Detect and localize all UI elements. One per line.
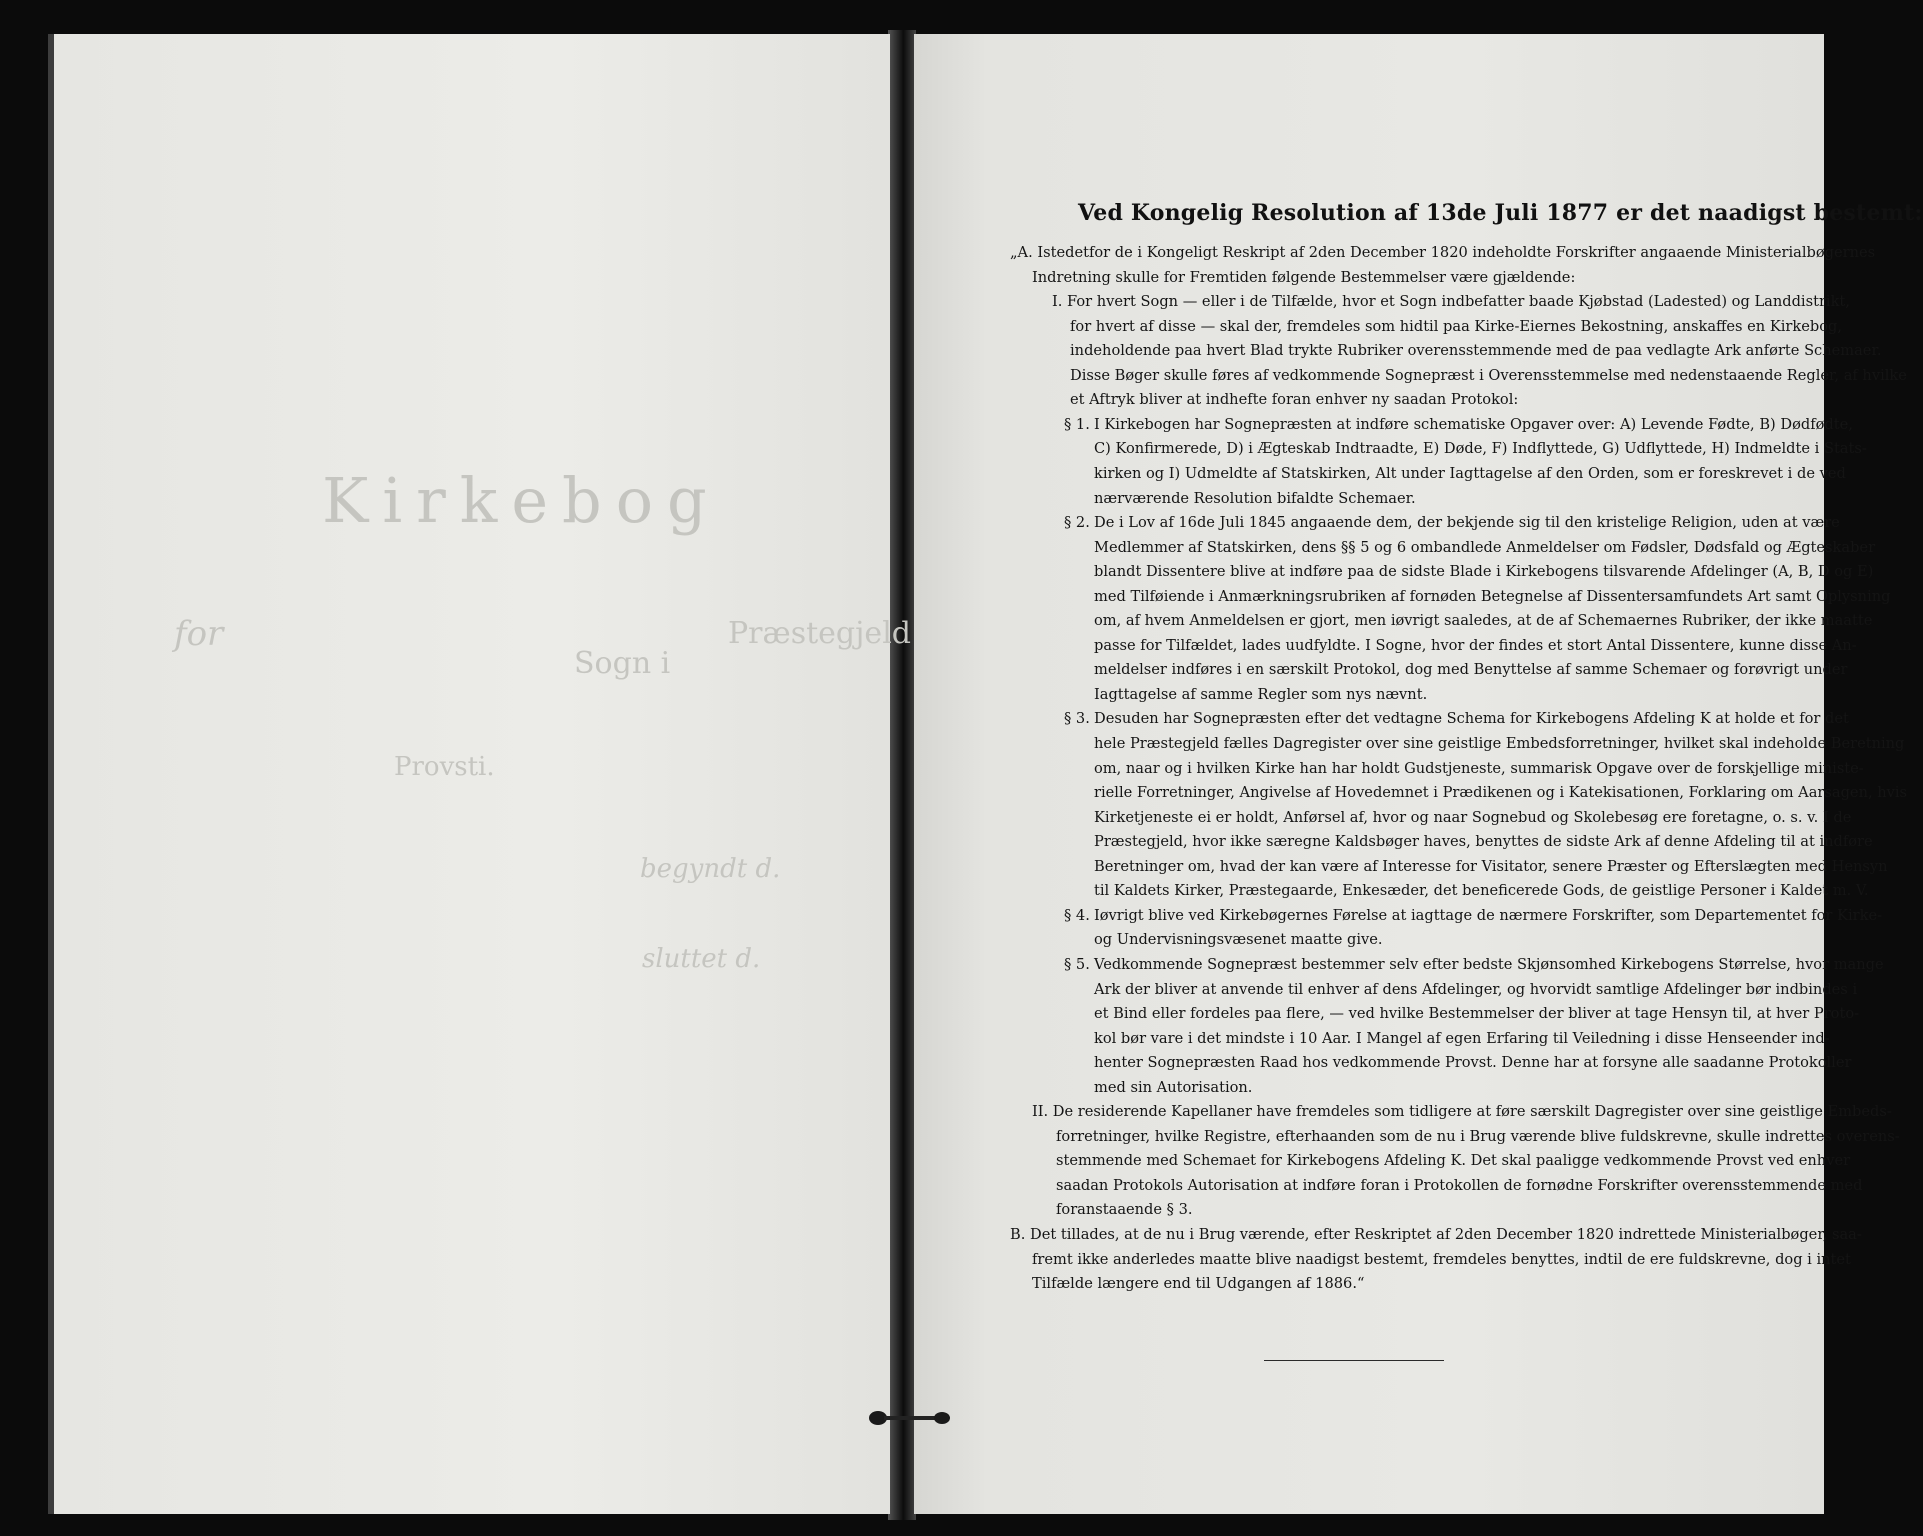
text-line: saadan Protokols Autorisation at indføre foran i Protokollen de fornødne Forskrifter overensstemmende med — [1056, 1177, 1863, 1194]
text-line: C) Konfirmerede, D) i Ægteskab Indtraadte, E) Døde, F) Indflyttede, G) Udflyttede, H) Indmeldte i Stats- — [1094, 440, 1867, 457]
text-line: Indretning skulle for Fremtiden følgende Bestemmelser være gjældende: — [1032, 269, 1576, 286]
left-page-title: Kirkebog — [322, 464, 721, 537]
text-line: et Aftryk bliver at indhefte foran enhver ny saadan Protokol: — [1070, 391, 1519, 408]
text-line: om, af hvem Anmeldelsen er gjort, men iøvrigt saaledes, at de af Schemaernes Rubriker, der ikke maatte — [1094, 612, 1873, 629]
text-line: Iagttagelse af samme Regler som nys nævnt. — [1094, 686, 1428, 703]
text-line: II. De residerende Kapellaner have fremdeles som tidligere at føre særskilt Dagregister over sine geistlige Embeds- — [1032, 1103, 1892, 1120]
text-line: Tilfælde længere end til Udgangen af 1886.“ — [1032, 1275, 1365, 1292]
text-line: kirken og I) Udmeldte af Statskirken, Alt under Iagttagelse af den Orden, som er foreskrevet i de ved — [1094, 465, 1846, 482]
text-line: foranstaaende § 3. — [1056, 1201, 1193, 1218]
end-rule — [1264, 1360, 1444, 1361]
text-line: fremt ikke anderledes maatte blive naadigst bestemt, fremdeles benyttes, indtil de ere fuldskrevne, dog i intet — [1032, 1251, 1851, 1268]
text-line: til Kaldets Kirker, Præstegaarde, Enkesæder, det beneficerede Gods, de geistlige Personer i Kaldet m. V. — [1094, 882, 1869, 899]
text-line: Vedkommende Sognepræst bestemmer selv efter bedste Skjønsomhed Kirkebogens Størrelse, hvor mange — [1094, 956, 1884, 973]
text-line: for hvert af disse — skal der, fremdeles som hidtil paa Kirke-Eiernes Bekostning, anskaffes en Kirkebog, — [1070, 318, 1842, 335]
text-line: Ark der bliver at anvende til enhver af dens Afdelinger, og hvorvidt samtlige Afdelinger bør indbindes i — [1094, 981, 1858, 998]
text-line: Medlemmer af Statskirken, dens §§ 5 og 6 ombandlede Anmeldelser om Fødsler, Dødsfald og Ægteskaber — [1094, 539, 1876, 556]
text-line: rielle Forretninger, Angivelse af Hovedemnet i Prædikenen og i Katekisationen, Forklaring om Aarsagen, hvis — [1094, 784, 1908, 801]
text-line: med sin Autorisation. — [1094, 1079, 1253, 1096]
text-line: et Bind eller fordeles paa flere, — ved hvilke Bestemmelser der bliver at tage Hensyn til, at hver Proto- — [1094, 1005, 1860, 1022]
left-page-provsti-label: Provsti. — [394, 752, 495, 782]
left-page-sluttet-label: sluttet d. — [642, 944, 761, 974]
text-line: Beretninger om, hvad der kan være af Interesse for Visitator, senere Præster og Efterslægten med Hensyn — [1094, 858, 1888, 875]
book-spine — [888, 30, 916, 1520]
text-line: Præstegjeld, hvor ikke særegne Kaldsbøger haves, benyttes de sidste Ark af denne Afdeling til at indføre — [1094, 833, 1873, 850]
left-page — [48, 34, 911, 1514]
text-line: hele Præstegjeld fælles Dagregister over sine geistlige Embedsforretninger, hvilket skal indeholde Beretning — [1094, 735, 1905, 752]
left-page-for-word: for — [174, 614, 224, 654]
left-page-sogn-label: Sogn i — [574, 646, 671, 681]
section-marker: § 5. — [1064, 956, 1090, 973]
text-line: De i Lov af 16de Juli 1845 angaaende dem, der bekjende sig til den kristelige Religion, uden at være — [1094, 514, 1840, 531]
text-line: Desuden har Sognepræsten efter det vedtagne Schema for Kirkebogens Afdeling K at holde et for det — [1094, 710, 1849, 727]
right-page — [914, 34, 1923, 1514]
left-page-prestegjeld-label: Præstegjeld — [728, 616, 911, 651]
text-line: B. Det tillades, at de nu i Brug værende, efter Reskriptet af 2den December 1820 indrettede Ministerialbøger, saa- — [1010, 1226, 1862, 1243]
clasp-icon — [868, 1408, 952, 1428]
left-page-begyndt-label: begyndt d. — [640, 854, 781, 884]
resolution-heading: Ved Kongelig Resolution af 13de Juli 1877 er det naadigst bestemt: — [1078, 200, 1923, 226]
text-line: Kirketjeneste ei er holdt, Anførsel af, hvor og naar Sognebud og Skolebesøg ere foretagne, o. s. v. I de — [1094, 809, 1852, 826]
text-line: henter Sognepræsten Raad hos vedkommende Provst. Denne har at forsyne alle saadanne Protokoller — [1094, 1054, 1852, 1071]
text-line: Disse Bøger skulle føres af vedkommende Sognepræst i Overensstemmelse med nedenstaaende Regler, af hvilke — [1070, 367, 1907, 384]
section-marker: § 4. — [1064, 907, 1090, 924]
text-line: Iøvrigt blive ved Kirkebøgernes Førelse at iagttage de nærmere Forskrifter, som Departementet for Kirke- — [1094, 907, 1883, 924]
section-marker: § 2. — [1064, 514, 1090, 531]
text-line: passe for Tilfældet, lades uudfyldte. I Sogne, hvor der findes et stort Antal Dissentere, kunne disse An- — [1094, 637, 1857, 654]
text-line: meldelser indføres i en særskilt Protokol, dog med Benyttelse af samme Schemaer og forøvrigt under — [1094, 661, 1848, 678]
text-line: om, naar og i hvilken Kirke han har holdt Gudstjeneste, summarisk Opgave over de forskjellige ministe- — [1094, 760, 1864, 777]
text-line: I. For hvert Sogn — eller i de Tilfælde, hvor et Sogn indbefatter baade Kjøbstad (Ladested) og Landdistrikt, — [1052, 293, 1850, 310]
text-line: I Kirkebogen har Sognepræsten at indføre schematiske Opgaver over: A) Levende Fødte, B) Dødfødte, — [1094, 416, 1853, 433]
text-line: indeholdende paa hvert Blad trykte Rubriker overensstemmende med de paa vedlagte Ark anførte Schemaer. — [1070, 342, 1882, 359]
section-marker: § 1. — [1064, 416, 1090, 433]
text-line: forretninger, hvilke Registre, efterhaanden som de nu i Brug værende blive fuldskrevne, skulle indrettes overens- — [1056, 1128, 1900, 1145]
section-marker: § 3. — [1064, 710, 1090, 727]
text-line: stemmende med Schemaet for Kirkebogens Afdeling K. Det skal paaligge vedkommende Provst ved enhver — [1056, 1152, 1851, 1169]
text-line: nærværende Resolution bifaldte Schemaer. — [1094, 490, 1416, 507]
text-line: kol bør vare i det mindste i 10 Aar. I Mangel af egen Erfaring til Veiledning i disse Henseender ind- — [1094, 1030, 1830, 1047]
text-line: med Tilføiende i Anmærkningsrubriken af fornøden Betegnelse af Dissentersamfundets Art samt Oplysning — [1094, 588, 1891, 605]
text-line: blandt Dissentere blive at indføre paa de sidste Blade i Kirkebogens tilsvarende Afdelinger (A, B, D og E) — [1094, 563, 1874, 580]
text-line: og Undervisningsvæsenet maatte give. — [1094, 931, 1383, 948]
text-line: „A. Istedetfor de i Kongeligt Reskript af 2den December 1820 indeholdte Forskrifter angaaende Ministerialbøgernes — [1010, 244, 1876, 261]
